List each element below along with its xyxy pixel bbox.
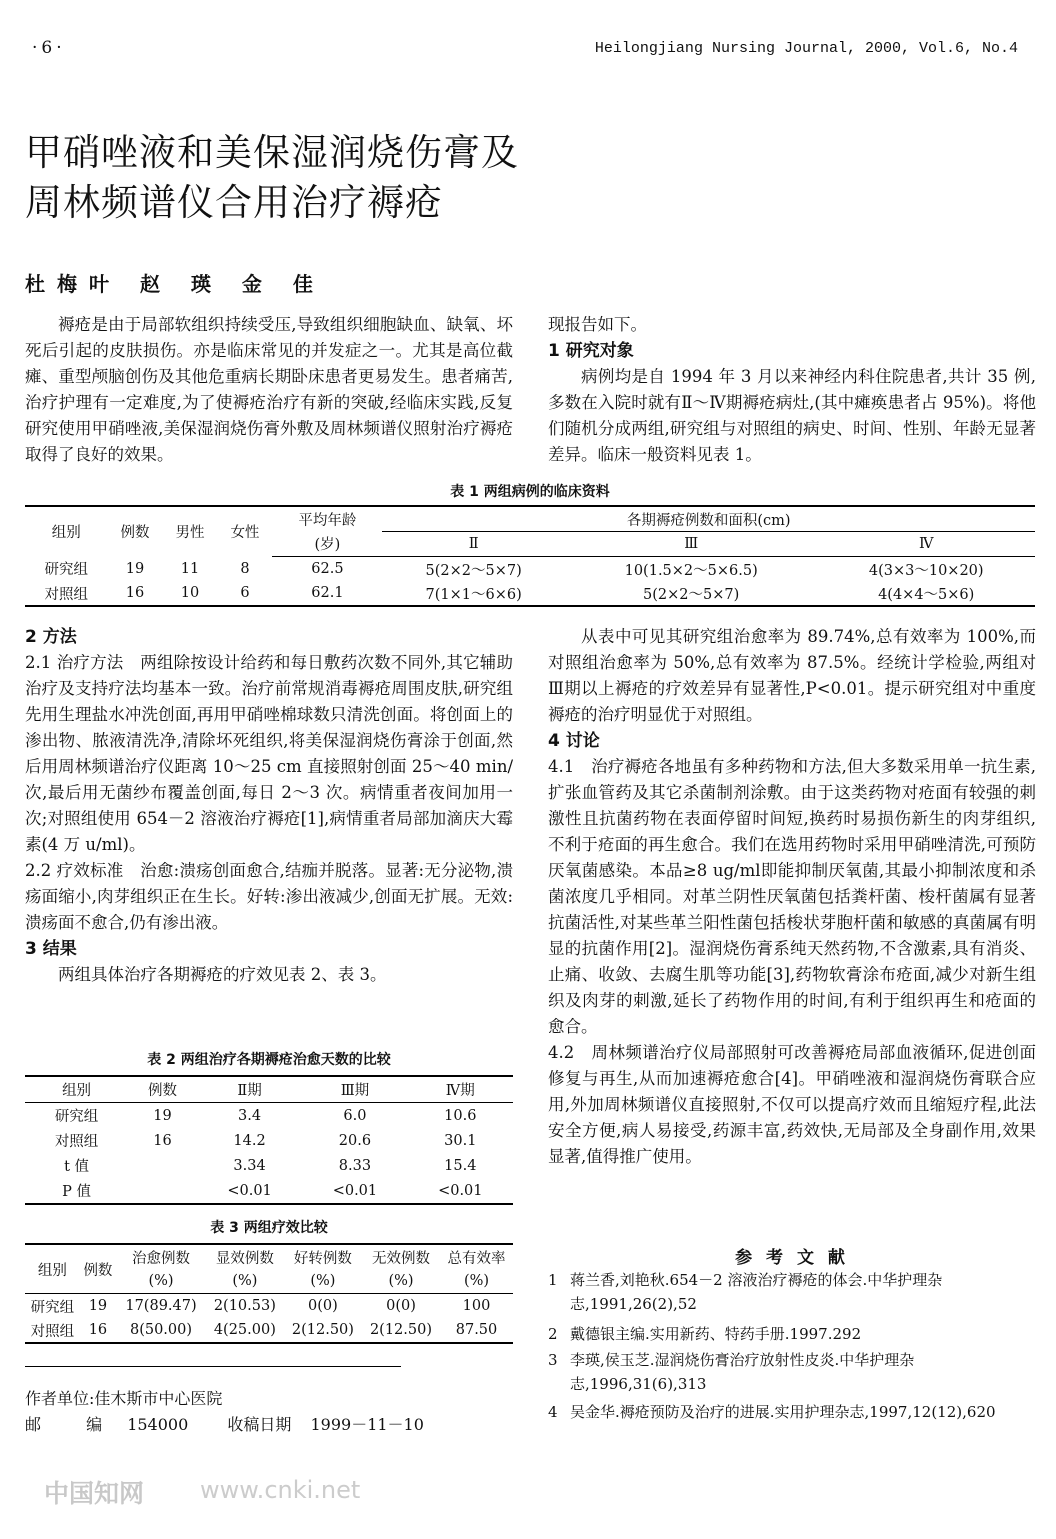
t1-h-count: 例数 [120,525,150,542]
t1-h-stages: 各期褥疮例数和面积(cm) [382,506,1035,532]
t2-cell: 15.4 [444,1157,477,1174]
table-row [25,581,1035,606]
section4-2-label: 4.2 [548,1043,575,1062]
section4-heading: 4 讨论 [548,731,600,751]
t2-header: 组别 [25,1076,128,1103]
t1-cell: 11 [180,560,200,577]
section2-1-text: 两组除按设计给药和每日敷药次数不同外,其它辅助治疗及支持疗法均基本一致。治疗前常规消毒褥疮周围皮肤,研究组先用生理盐水冲洗创面,再用甲硝唑棉球数只清洗创面。将创面上的渗出物、脓液清洗净,清除坏死组织,将美保湿润烧伤膏涂于创面,然后用周林频谱治疗仪距离 10～25 cm 直接照射创面 25～40 min/次,最后用无菌纱布覆盖创面,每日 2～3 次。病情重者夜间加用一次;对照组使用 654－2 溶液治疗褥疮[1],病情重者局部加滴庆大霉素(4 万 u/ml)。 [25,653,513,854]
table-row [25,1318,513,1343]
t3-unit: (%) [116,1269,206,1294]
table1-title: 表 1 两组病例的临床资料 [450,484,610,500]
t3-cell: 2(12.50) [291,1322,354,1338]
t3-cell: 0(0) [386,1298,416,1314]
title-line-1: 甲硝唑液和美保湿润烧伤膏及 [25,131,519,174]
reference-text: 李瑛,侯玉芝.湿润烧伤膏治疗放射性皮炎.中华护理杂志,1996,31(6),313 [570,1351,915,1393]
reference-number: 2 [548,1325,558,1343]
intro-column [25,312,513,468]
t2-cell: 19 [153,1107,172,1124]
t2-cell: P 值 [62,1184,91,1200]
reference-number: 4 [548,1403,558,1421]
t2-header: 例数 [128,1076,197,1103]
t1-cell: 62.1 [311,585,344,601]
table-row [25,1294,513,1319]
t3-cell: 17(89.47) [125,1298,197,1314]
section1-column [548,312,1036,468]
section3-heading: 3 结果 [25,939,77,959]
article-title [25,128,519,228]
reference-text: 戴德银主编.实用新药、特药手册.1997.292 [570,1325,862,1343]
t3-cell: 19 [88,1298,108,1314]
t2-cell: t 值 [64,1159,90,1175]
t2-cell [128,1153,197,1178]
t1-h-age-unit: (岁) [272,532,382,557]
reference-item [548,1268,1036,1316]
intro-paragraph: 褥疮是由于局部软组织持续受压,导致组织细胞缺血、缺氧、坏死后引起的皮肤损伤。亦是临床常见的并发症之一。尤其是高位截瘫、重型颅脑创伤及其他危重病长期卧床患者更易发生。患者痛苦,治疗护理有一定难度,为了使褥疮治疗有新的突破,经临床实践,反复研究使用甲硝唑液,美保湿润烧伤膏外敷及周林频谱仪照射治疗褥疮取得了良好的效果。 [25,315,513,464]
t1-cell: 7(1×1～6×6) [425,586,522,603]
table3-title: 表 3 两组疗效比较 [210,1220,328,1236]
postcode: 154000 [127,1415,189,1434]
reference-text: 蒋兰香,刘艳秋.654－2 溶液治疗褥疮的体会.中华护理杂志,1991,26(2),52 [570,1271,943,1313]
t3-cell: 对照组 [30,1323,75,1340]
table2-title: 表 2 两组治疗各期褥疮治愈天数的比较 [147,1052,391,1068]
author-unit: 作者单位:佳木斯市中心医院 [25,1389,223,1408]
t2-cell: 20.6 [338,1132,372,1149]
section4-1-text: 治疗褥疮各地虽有多种药物和方法,但大多数采用单一抗生素,扩张血管药及其它杀菌制剂涂敷。由于这类药物对疮面有较强的刺激性且抗菌药物在表面停留时间短,换药时易损伤新生的肉芽组织,不利于疮面的再生愈合。我们在选用药物时采用甲硝唑清洗,可预防厌氧菌感染。本品≥8 ug/ml即能抑制厌氧菌,其最小抑制浓度和杀菌浓度几乎相同。对革兰阴性厌氧菌包括粪杆菌、梭杆菌属有显著抗菌活性,对某些革兰阳性菌包括梭状芽胞杆菌和敏感的真菌属有明显的抗菌作用[2]。湿润烧伤膏系纯天然药物,不含激素,具有消炎、止痛、收敛、去腐生肌等功能[3],药物软膏涂布疮面,减少对新生组织及肉芽的刺激,延长了药物作用的时间,有利于组织再生和疮面的愈合。 [548,757,1036,1036]
t3-header: 组别 [25,1244,80,1294]
t3-cell: 4(25.00) [213,1322,276,1338]
t1-cell: 62.5 [311,561,344,577]
table-row [25,1128,513,1153]
t2-cell: 16 [153,1132,172,1149]
table-row [25,557,1035,582]
intro-continuation: 现报告如下。 [548,315,647,334]
t1-cell: 10(1.5×2～5×6.5) [624,562,758,579]
t1-cell: 6 [240,585,250,601]
page-number: ·6· [32,38,66,58]
discussion-column [548,624,1036,1170]
reference-item [548,1322,1036,1346]
t1-cell: 研究组 [44,562,88,579]
t3-cell: 16 [88,1322,108,1338]
t1-cell: 10 [180,585,200,601]
reference-number: 1 [548,1271,558,1289]
t3-cell: 2(12.50) [369,1322,433,1338]
received-date: 1999－11－10 [310,1415,424,1434]
section3-text: 两组具体治疗各期褥疮的疗效见表 2、表 3。 [58,965,387,984]
cnki-url-watermark: www.cnki.net [200,1476,361,1504]
t3-header: 显效例数 [215,1250,274,1267]
t2-cell: 对照组 [54,1134,99,1150]
table2 [25,1075,513,1205]
t3-unit: (%) [440,1269,513,1294]
t2-header: Ⅳ期 [408,1076,513,1103]
t2-cell: 3.4 [238,1107,262,1124]
t3-header: 治愈例数 [132,1250,190,1267]
reference-item [548,1348,1036,1396]
t3-cell: 8(50.00) [129,1322,193,1338]
section2-heading: 2 方法 [25,627,77,647]
t1-cell: 4(3×3～10×20) [868,562,984,579]
section2-1-label: 2.1 治疗方法 [25,653,124,672]
references-heading: 参 考 文 献 [735,1248,849,1268]
postcode-label: 邮 编 [25,1415,123,1434]
reference-item [548,1400,1036,1424]
table3 [25,1243,513,1344]
section4-2-text: 周林频谱治疗仪局部照射可改善褥疮局部血液循环,促进创面修复与再生,从而加速褥疮愈合[4]。甲硝唑液和湿润烧伤膏联合应用,外加周林频谱仪直接照射,不仅可以提高疗效而且缩短疗程,此法安全方便,病人易接受,药源丰富,药效快,无局部及全身副作用,效果显著,值得推广使用。 [548,1043,1037,1166]
t2-cell: 10.6 [444,1107,477,1124]
author-footnote [25,1386,424,1438]
section1-heading: 1 研究对象 [548,341,634,361]
t1-cell: 5(2×2～5×7) [643,586,740,603]
table-row [25,1103,513,1129]
t1-h-stage3: Ⅲ [565,532,817,557]
section1-text: 病例均是自 1994 年 3 月以来神经内科住院患者,共计 35 例,多数在入院时就有Ⅱ～Ⅳ期褥疮病灶,(其中瘫痪患者占 95%)。将他们随机分成两组,研究组与对照组的病史、时间、性别、年龄无显著差异。临床一般资料见表 1。 [548,367,1036,464]
t2-cell: <0.01 [438,1182,483,1199]
t2-cell: 研究组 [54,1109,99,1125]
title-line-2: 周林频谱仪合用治疗褥疮 [25,181,443,224]
table1 [25,505,1035,607]
t1-h-group: 组别 [51,525,81,542]
t1-cell: 5(2×2～5×7) [425,562,522,579]
t1-cell: 4(4×4～5×6) [878,586,975,603]
journal-header: Heilongjiang Nursing Journal, 2000, Vol.6, No.4 [594,40,1018,57]
table-row [25,1178,513,1204]
t3-cell: 87.50 [455,1322,498,1338]
received-label: 收稿日期 [227,1415,292,1434]
t1-h-age: 平均年龄 [298,512,357,529]
section2-2-label: 2.2 疗效标准 [25,861,124,880]
t1-cell: 16 [125,585,145,601]
t2-cell: 8.33 [338,1157,372,1174]
t3-cell: 研究组 [30,1299,75,1316]
t1-h-male: 男性 [175,525,205,542]
t1-cell: 对照组 [44,586,88,603]
t2-cell: 3.34 [233,1157,266,1174]
t1-cell: 8 [240,560,250,577]
t2-cell: 14.2 [233,1132,266,1149]
t1-h-stage2: Ⅱ [382,532,565,557]
section2-2-text: 治愈:溃疡创面愈合,结痂并脱落。显著:无分泌物,溃疡面缩小,肉芽组织正在生长。好转:渗出液减少,创面无扩展。无效:溃疡面不愈合,仍有渗出液。 [25,861,513,932]
footnote-divider [25,1366,401,1367]
t1-h-female: 女性 [230,525,260,542]
t3-header: 总有效率 [447,1250,506,1267]
reference-number: 3 [548,1351,558,1369]
t3-unit: (%) [206,1269,284,1294]
section4-1-label: 4.1 [548,757,575,776]
authors: 杜梅叶 赵 瑛 金 佳 [25,272,325,296]
t1-h-stage4: Ⅳ [817,532,1035,557]
t2-cell: 6.0 [343,1107,367,1124]
cnki-watermark: 中国知网 [44,1479,145,1508]
methods-column [25,624,513,988]
t3-cell: 2(10.53) [213,1298,276,1314]
t3-header: 好转例数 [293,1250,352,1267]
t3-unit: (%) [362,1269,440,1294]
t2-cell: <0.01 [227,1182,272,1199]
t3-cell: 0(0) [308,1298,338,1314]
t3-header: 例数 [80,1244,116,1294]
results-text: 从表中可见其研究组治愈率为 89.74%,总有效率为 100%,而对照组治愈率为 50%,总有效率为 87.5%。经统计学检验,两组对Ⅲ期以上褥疮的疗效差异有显著性,P<0.01。提示研究组对中重度褥疮的治疗明显优于对照组。 [548,627,1036,724]
t1-cell: 19 [125,560,145,577]
t2-header: Ⅲ期 [302,1076,407,1103]
table-row [25,1153,513,1178]
t3-cell: 100 [462,1298,491,1314]
t2-cell [128,1178,197,1204]
t2-cell: <0.01 [332,1182,378,1199]
t2-cell: 30.1 [444,1132,477,1149]
t3-unit: (%) [284,1269,362,1294]
t2-header: Ⅱ期 [197,1076,302,1103]
t3-header: 无效例数 [371,1250,430,1267]
reference-text: 吴金华.褥疮预防及治疗的进展.实用护理杂志,1997,12(12),620 [570,1403,996,1421]
